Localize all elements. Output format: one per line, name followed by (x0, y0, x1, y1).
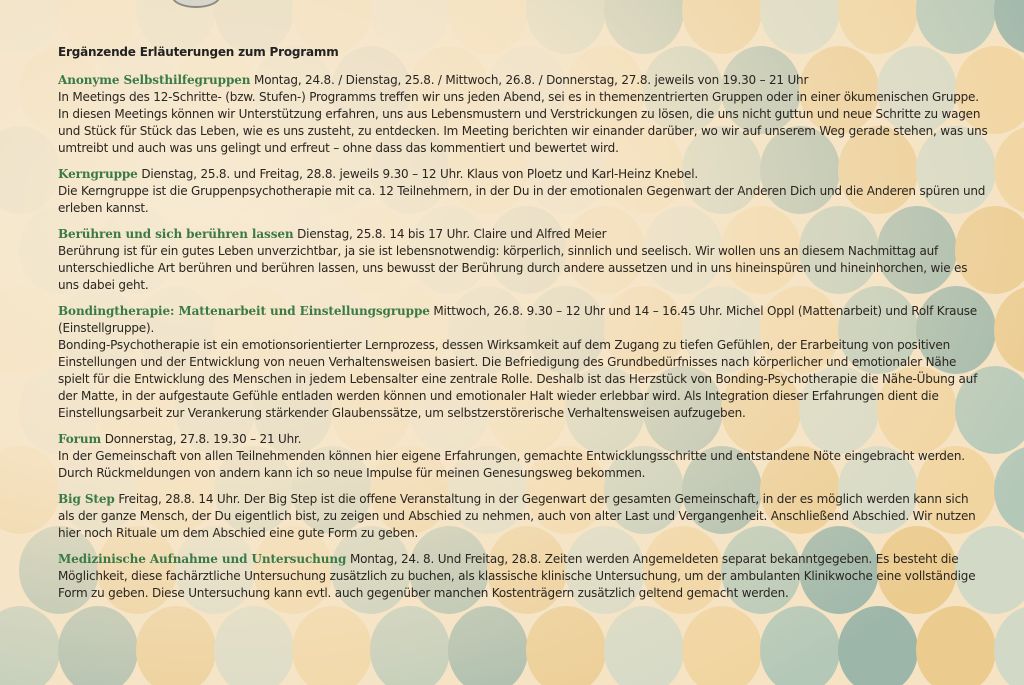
section-big-step (58, 491, 988, 542)
section-schedule: Dienstag, 25.8. und Freitag, 28.8. jeweils 9.30 – 12 Uhr. Klaus von Ploetz und Karl-Heinz Knebel. (141, 167, 698, 181)
section-forum (58, 431, 988, 482)
section-schedule: Dienstag, 25.8. 14 bis 17 Uhr. Claire und Alfred Meier (297, 227, 607, 241)
section-heading: Berühren und sich berühren lassen (58, 227, 294, 241)
section-schedule: Montag, 24. 8. Und Freitag, 28.8. Zeiten werden Angemeldeten separat bekanntgegeben. Es besteht die Möglichkeit, diese fachärztliche Untersuchung zusätzlich zu buchen, als klassische klinische Untersuchung, um der ambulanten Klinikwoche eine vollständige Form zu geben. Diese Untersuchung kann evtl. auch gegenüber manchen Kostenträgern zusätzlich geltend gemacht werden. (58, 552, 976, 600)
section-heading: Forum (58, 432, 102, 446)
section-heading: Big Step (58, 492, 115, 506)
section-schedule: Freitag, 28.8. 14 Uhr. Der Big Step ist die offene Veranstaltung in der Gegenwart der gesamten Gemeinschaft, in der es möglich werden kann sich als der ganze Mensch, der Du eigentlich bist, zu zeigen und Abschied zu nehmen, auch von alter Last und Vergangenheit. Anschließend Abschied. Wir nutzen hier noch Rituale um dem Abschied eine gute Form zu geben. (58, 492, 976, 540)
section-medizinische-aufnahme (58, 551, 988, 602)
section-kerngruppe (58, 166, 988, 217)
document-title: Ergänzende Erläuterungen zum Programm (58, 45, 339, 59)
section-heading: Kerngruppe (58, 167, 138, 181)
section-heading: Medizinische Aufnahme und Untersuchung (58, 552, 347, 566)
section-description: Bonding-Psychotherapie ist ein emotionsorientierter Lernprozess, dessen Wirksamkeit auf dem Zugang zu tiefen Gefühlen, der Erarbeitung von positiven Einstellungen und der Entwicklung von neuen Verhaltensweisen basiert. Die Befriedigung des Grundbedürfnisses nach körperlicher und emotionaler Nähe spielt für die Entwicklung des Menschen in jedem Lebensalter eine zentrale Rolle. Deshalb ist das Herzstück von Bonding-Psychotherapie die Nähe-Übung auf der Matte, in der aufgestaute Gefühle entladen werden können und emotionaler Halt wieder erlebbar wird. Als Integration dieser Erfahrungen dient die Einstellungsarbeit zur Verankerung stärkender Glaubenssätze, um selbstzerstörerische Verhaltensweisen aufzugeben. (58, 338, 978, 420)
section-bondingtherapie (58, 303, 988, 422)
section-description: In Meetings des 12-Schritte- (bzw. Stufen-) Programms treffen wir uns jeden Abend, sei es in themenzentrierten Gruppen oder in einer ökumenischen Gruppe. In diesen Meetings können wir Unterstützung erfahren, uns aus Lebensmustern und Verstrickungen zu lösen, die uns nicht guttun und neue Schritte zu wagen und Stück für Stück das Leben, wie es uns zusteht, zu entdecken. Im Meeting berichten wir einander darüber, wo wir auf unserem Weg gerade stehen, was uns umtreibt und auch was uns gelingt und erfreut – ohne dass das kommentiert und bewertet wird. (58, 90, 988, 155)
section-description: Berührung ist für ein gutes Leben unverzichtbar, ja sie ist lebensnotwendig: körperlich, sinnlich und seelisch. Wir wollen uns an diesem Nachmittag auf unterschiedliche Art berühren und berühren lassen, uns bewusst der Berührung durch andere aussetzen und in uns hineinspüren und hineinhorchen, wie es uns dabei geht. (58, 244, 968, 292)
program-explanations (58, 44, 988, 611)
section-schedule: Mittwoch, 26.8. 9.30 – 12 Uhr und 14 – 16.45 Uhr. Michel Oppl (Mattenarbeit) und Rolf Krause (Einstellgruppe). (58, 304, 977, 335)
section-description: In der Gemeinschaft von allen Teilnehmenden können hier eigene Erfahrungen, gemachte Entwicklungsschritte und entstandene Nöte eingebracht werden. Durch Rückmeldungen von andern kann ich so neue Impulse für meinen Genesungsweg bekommen. (58, 449, 965, 480)
section-anonyme-selbsthilfegruppen (58, 72, 988, 157)
section-schedule: Montag, 24.8. / Dienstag, 25.8. / Mittwoch, 26.8. / Donnerstag, 27.8. jeweils von 19.30 – 21 Uhr (254, 73, 809, 87)
section-heading: Anonyme Selbsthilfegruppen (58, 73, 251, 87)
section-description: Die Kerngruppe ist die Gruppenpsychotherapie mit ca. 12 Teilnehmern, in der Du in der emotionalen Gegenwart der Anderen Dich und die Anderen spüren und erleben kannst. (58, 184, 986, 215)
section-schedule: Donnerstag, 27.8. 19.30 – 21 Uhr. (104, 432, 302, 446)
section-beruehren (58, 226, 988, 294)
section-heading: Bondingtherapie: Mattenarbeit und Einstellungsgruppe (58, 304, 430, 318)
